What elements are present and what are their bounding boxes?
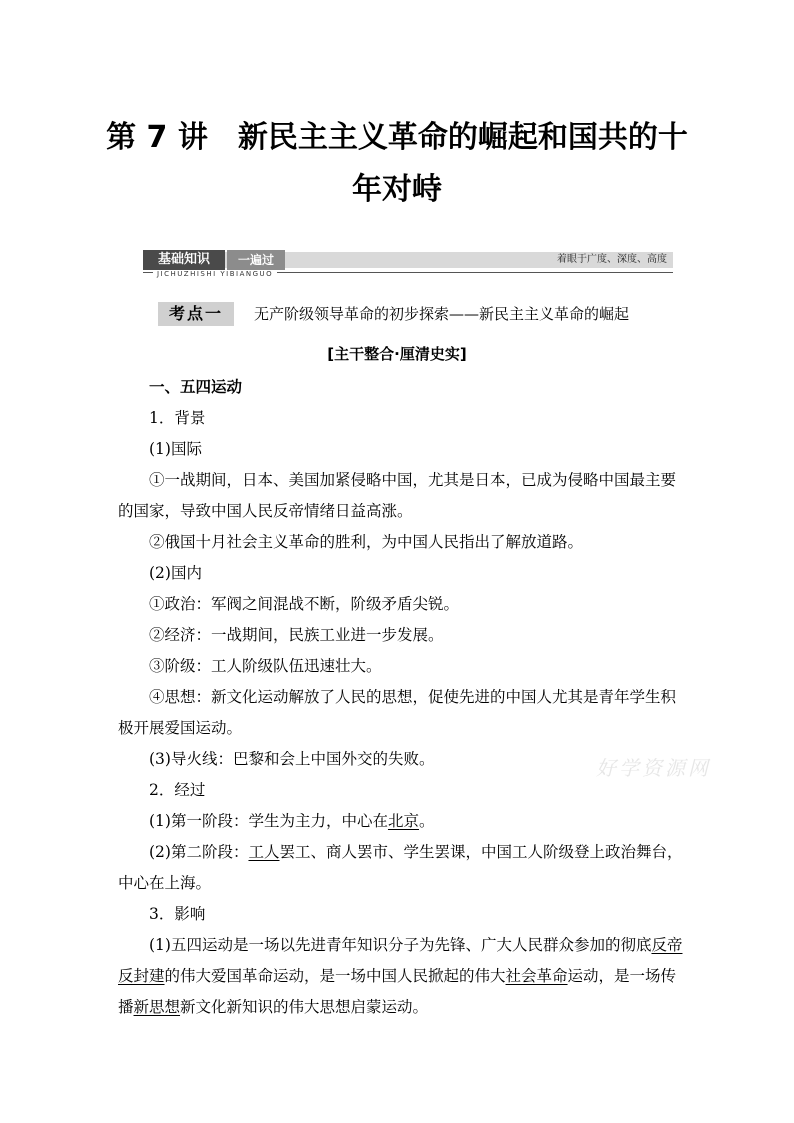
text-run: 罢工、商人罢市、学生罢课，中国工人阶级登上政治舞台，中心在上海。 [118,843,683,892]
section-heading: 一、五四运动 [149,378,243,396]
underlined-answer: 新思想 [133,998,181,1016]
title-line-2: 年对峙 [352,172,442,207]
section-banner [143,250,673,284]
underlined-answer: 工人 [248,843,280,861]
heading-background: 1．背景 [149,409,206,427]
heading-process: 2．经过 [149,781,206,799]
topic-label: 考点一 [158,302,234,326]
subheading-international: (1)国际 [149,440,202,458]
banner-sub-label: 一遍过 [227,250,285,270]
text-run: (2)第二阶段： [149,843,249,861]
paragraph: ③阶级：工人阶级队伍迅速壮大。 [149,657,382,675]
page-title [100,112,694,216]
text-run: (1)五四运动是一场以先进青年知识分子为先锋、广大人民群众参加的彻底 [149,936,652,954]
underlined-answer: 社会革命 [505,967,568,985]
banner-pinyin: JICHUZHISHI YIBIANGUO [153,270,277,278]
watermark: 好学资源网 [596,756,711,780]
body-text [118,372,684,1023]
paragraph: ②经济：一战期间，民族工业进一步发展。 [149,626,444,644]
paragraph: (3)导火线：巴黎和会上中国外交的失败。 [149,750,435,768]
text-run: (1)第一阶段：学生为主力，中心在 [149,812,388,830]
title-line-1: 第 7 讲 新民主主义革命的崛起和国共的十 [106,120,688,155]
paragraph: ②俄国十月社会主义革命的胜利，为中国人民指出了解放道路。 [149,533,584,551]
underlined-answer: 北京 [387,812,419,830]
subheading-domestic: (2)国内 [149,564,202,582]
text-run: 的伟大爱国革命运动，是一场中国人民掀起的伟大 [164,967,506,985]
paragraph: ①政治：军阀之间混战不断，阶级矛盾尖锐。 [149,595,460,613]
banner-right-text: 着眼于广度、深度、高度 [557,254,667,265]
text-run: 运动，是一场传播 [118,967,677,1016]
heading-impact: 3．影响 [149,905,206,923]
paragraph [118,930,684,1023]
underlined-answer: 反帝反封建 [118,936,683,985]
text-run: 新文化新知识的伟大思想启蒙运动。 [180,998,429,1016]
banner-main-label: 基础知识 [143,250,225,270]
topic-title: 无产阶级领导革命的初步探索——新民主主义革命的崛起 [254,305,630,323]
paragraph [118,837,684,899]
sub-heading: [主干整合·厘清史实] [327,345,467,363]
paragraph [118,806,684,837]
paragraph: ①一战期间，日本、美国加紧侵略中国，尤其是日本，已成为侵略中国最主要的国家，导致中国人民反帝情绪日益高涨。 [118,471,677,520]
paragraph: ④思想：新文化运动解放了人民的思想，促使先进的中国人尤其是青年学生积极开展爱国运动。 [118,688,677,737]
text-run: 。 [418,812,435,830]
